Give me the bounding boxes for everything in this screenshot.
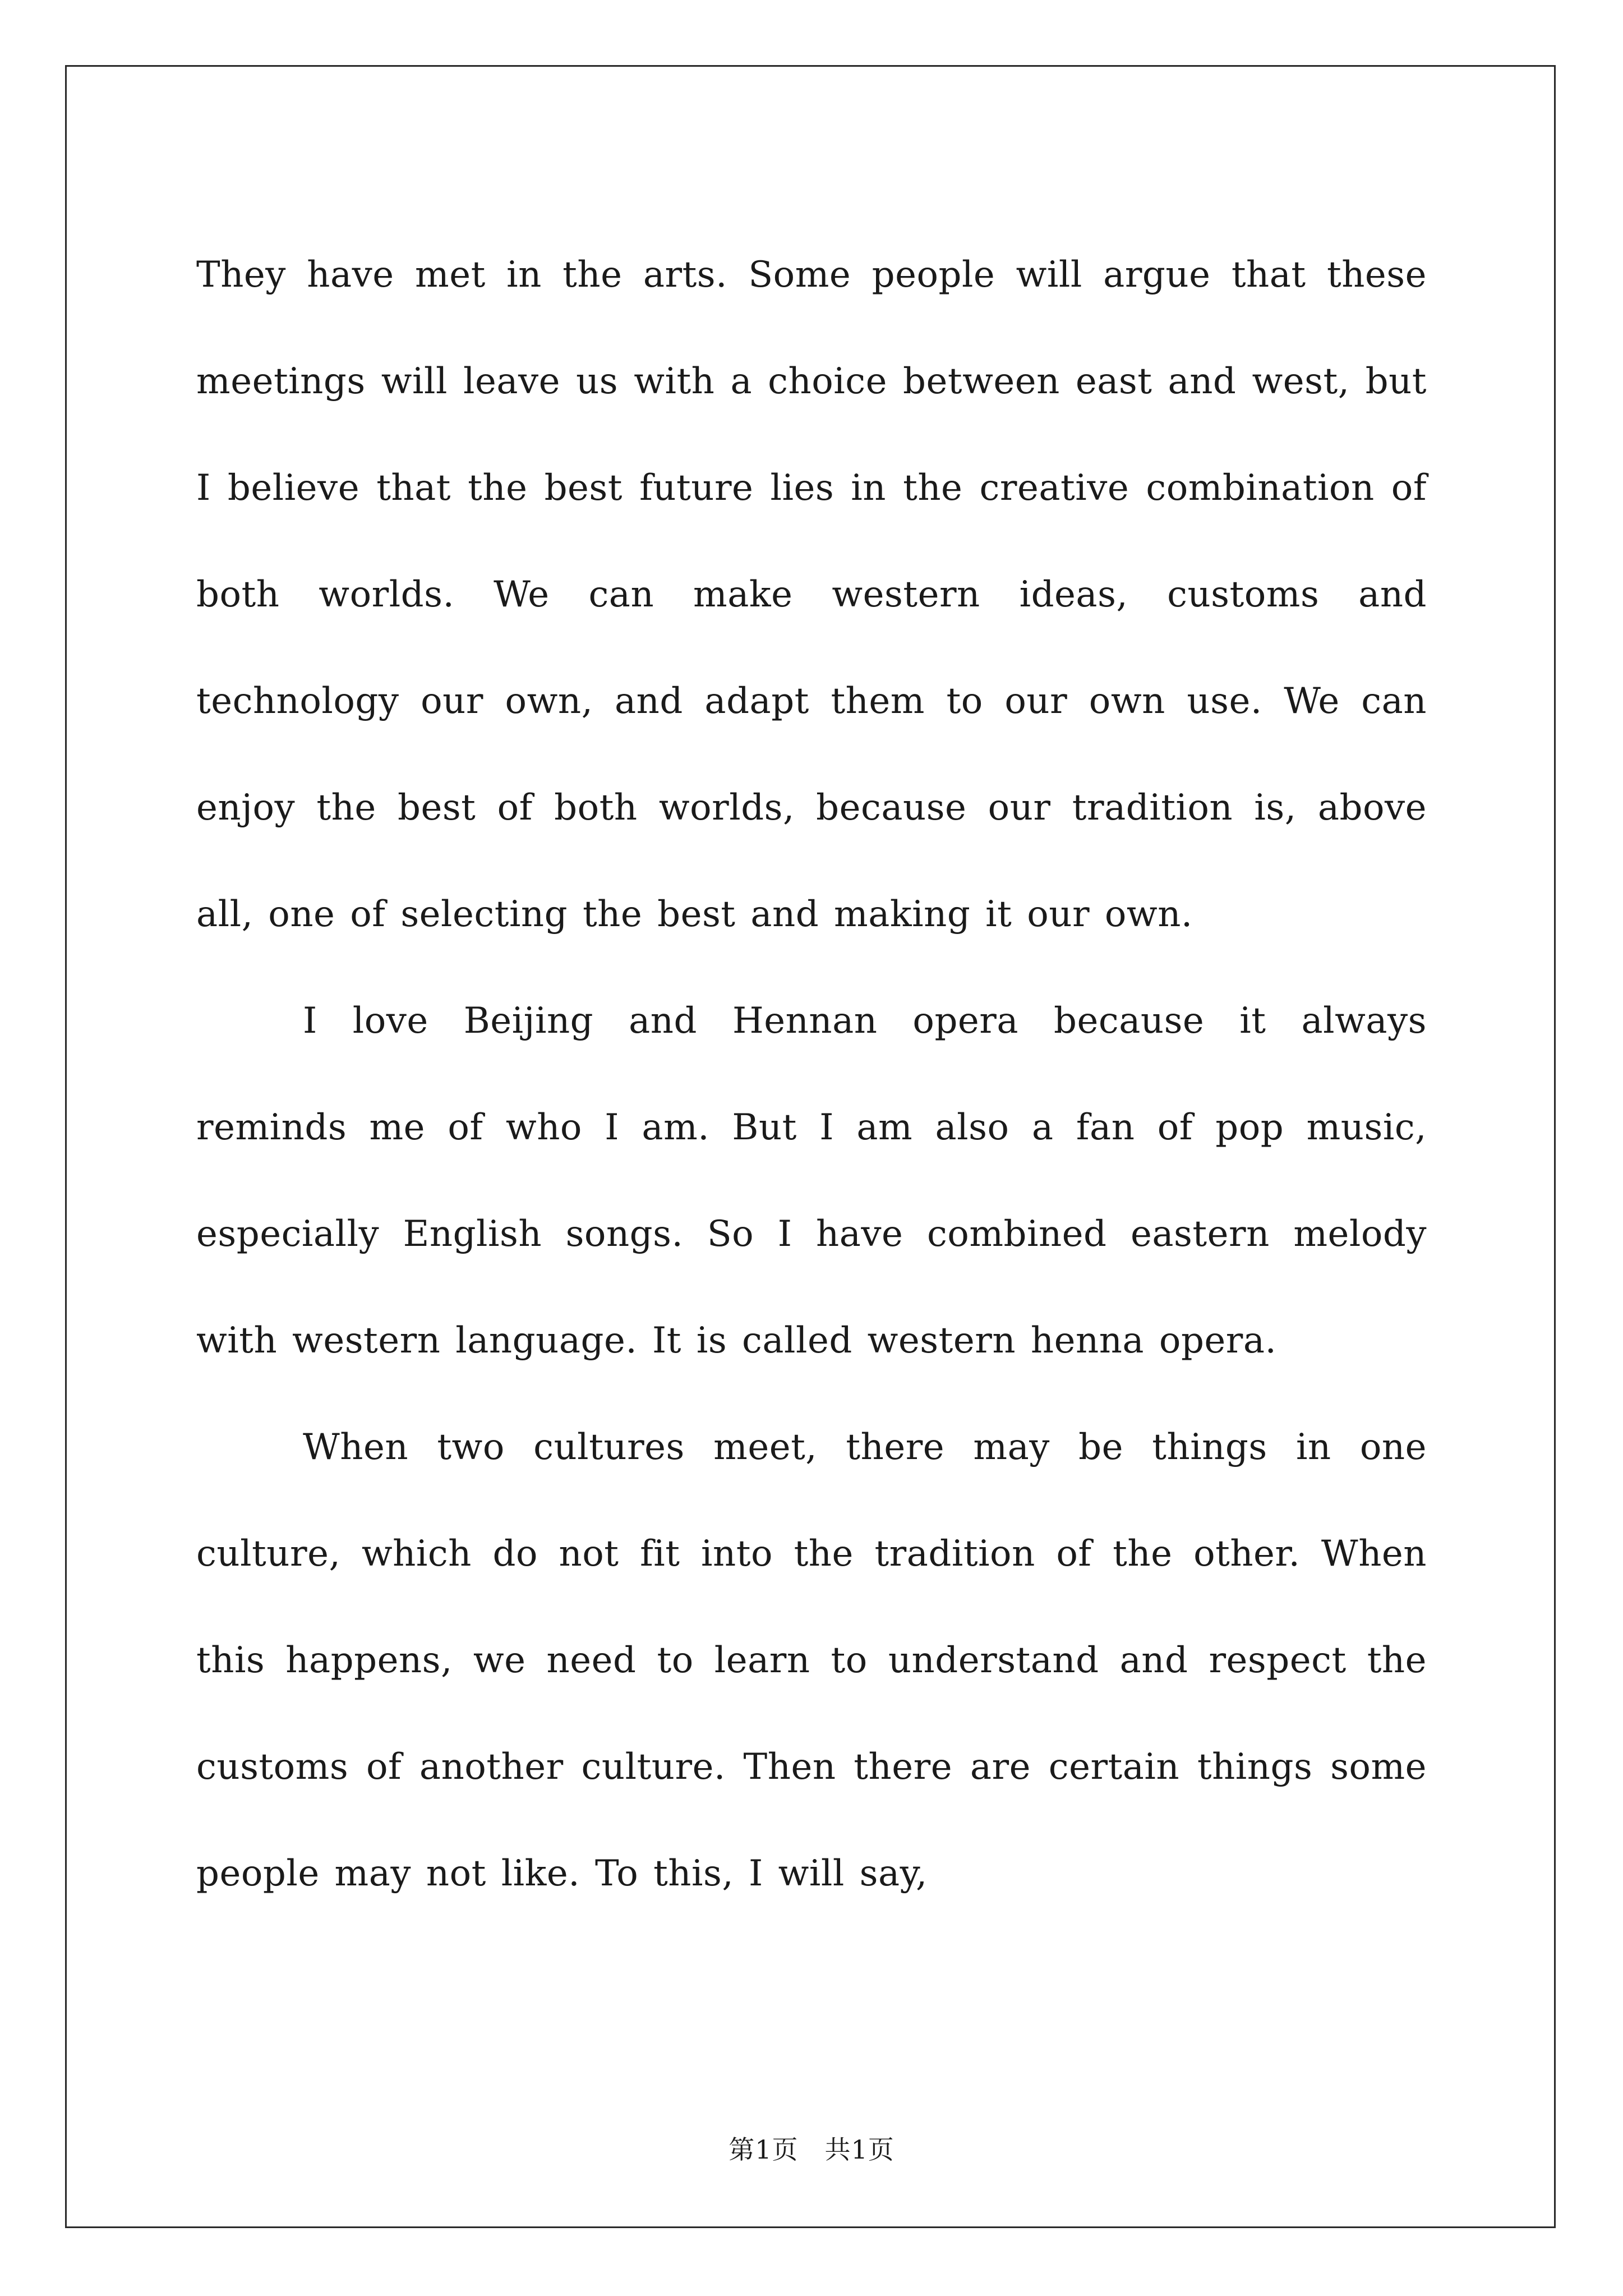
page-footer xyxy=(0,2129,1623,2166)
page-number-label: 第1页 xyxy=(728,2134,799,2165)
paragraph-2: I love Beijing and Hennan opera because it always reminds me of who I am. But I am also a fan of pop music, especially English songs. So I have combined eastern melody with western language. It is called western henna opera. xyxy=(196,1000,1427,1361)
total-pages-label: 共1页 xyxy=(824,2134,895,2165)
paragraph-1: They have met in the arts. Some people will argue that these meetings will leave us with a choice between east and west, but I believe that the best future lies in the creative combination of both worlds. We can make western ideas, customs and technology our own, and adapt them to our own use. We can enjoy the best of both worlds, because our tradition is, above all, one of selecting the best and making it our own. xyxy=(196,254,1427,935)
paragraph-3: When two cultures meet, there may be things in one culture, which do not fit into the tradition of the other. When this happens, we need to learn to understand and respect the customs of another culture. Then there are certain things some people may not like. To this, I will say, xyxy=(196,1427,1427,1894)
document-body xyxy=(196,222,1427,1927)
